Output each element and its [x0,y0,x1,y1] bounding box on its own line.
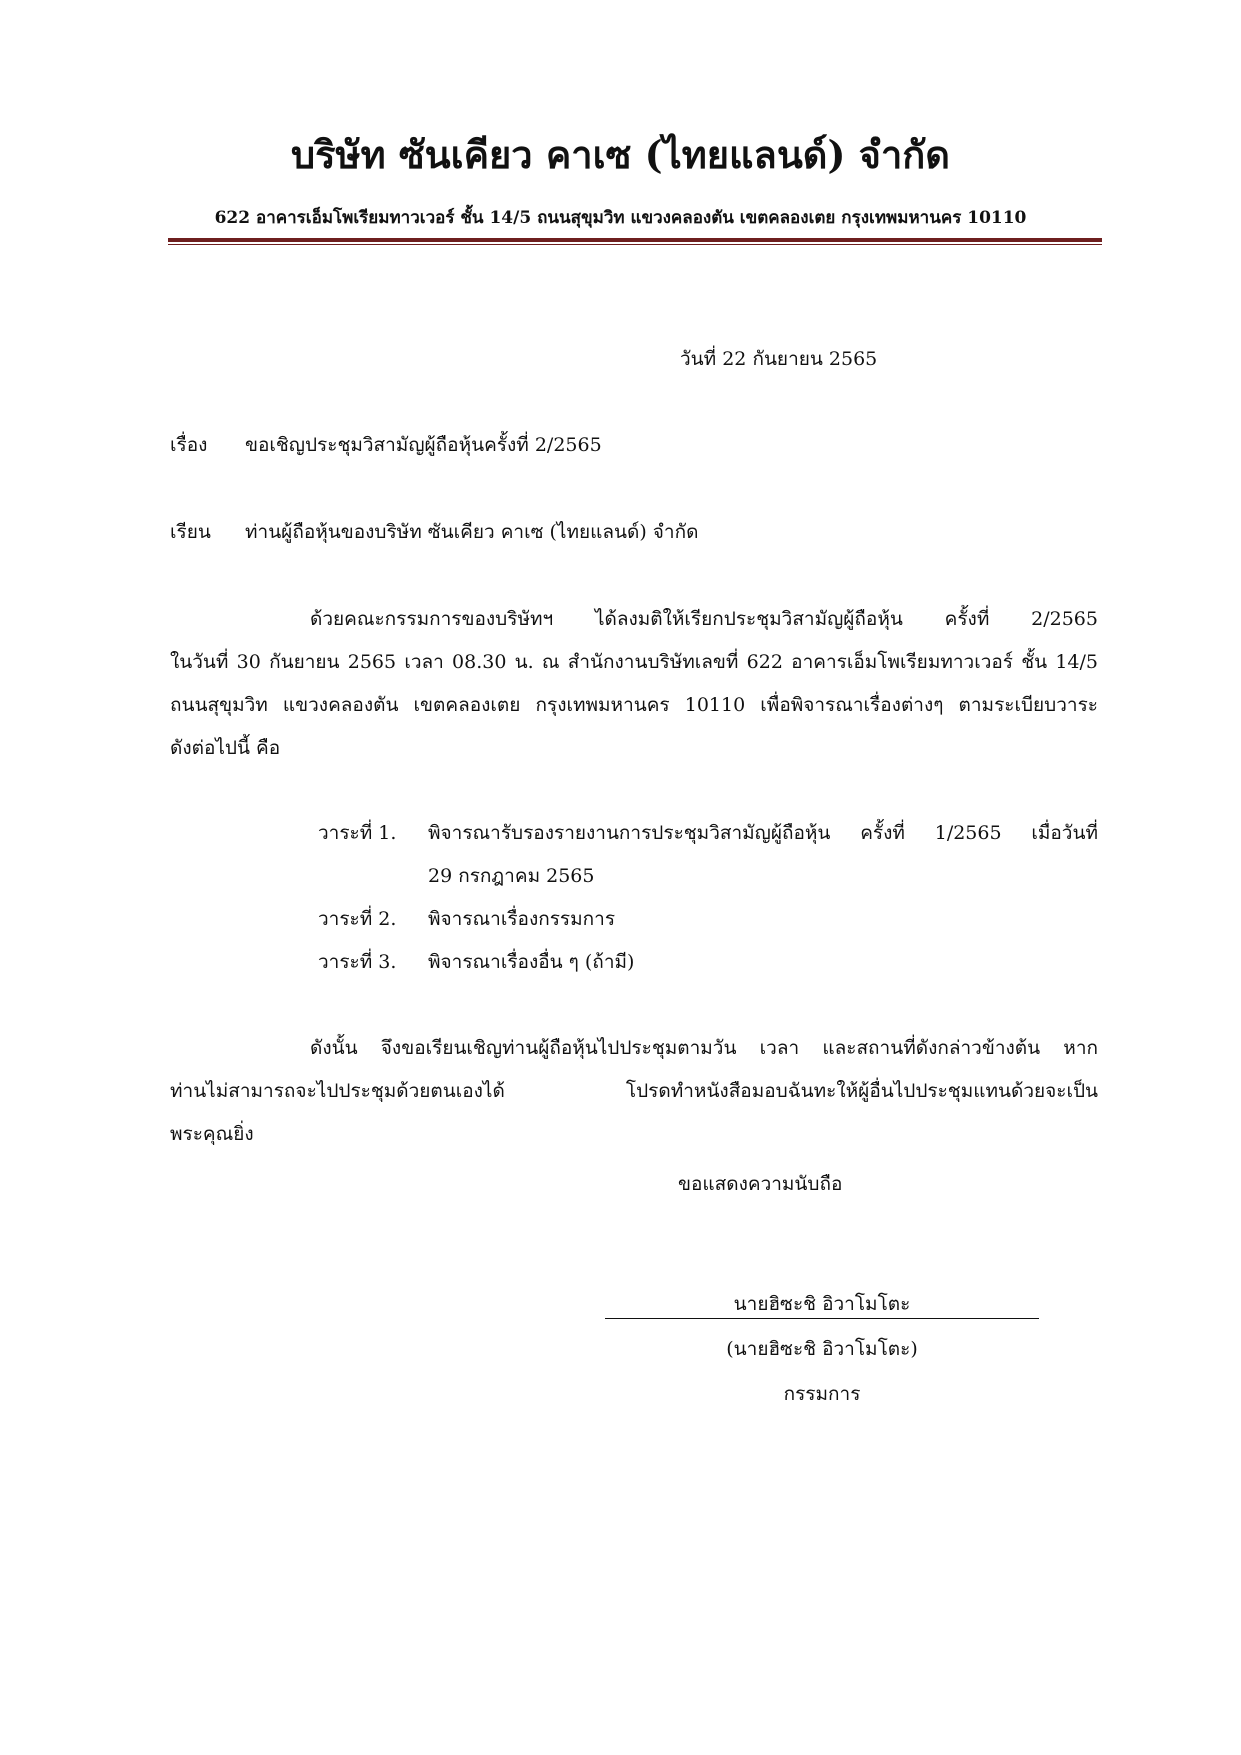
agenda-text: พิจารณาเรื่องกรรมการ [428,908,616,930]
recipient-text: ท่านผู้ถือหุ้นของบริษัท ซันเคียว คาเซ (ไทยแลนด์) จำกัด [245,521,699,543]
agenda-number: วาระที่ 2. [318,908,397,930]
company-address: 622 อาคารเอ็มโพเรียมทาวเวอร์ ชั้น 14/5 ถนนสุขุมวิท แขวงคลองตัน เขตคลองเตย กรุงเทพมหานคร 10110 [214,208,1027,228]
signature: นายฮิซะชิ อิวาโมโตะ [733,1293,911,1315]
intro-line: ดังต่อไปนี้ คือ [170,737,281,759]
agenda-item [318,898,1098,941]
company-name: บริษัท ซันเคียว คาเซ (ไทยแลนด์) จำกัด [291,132,950,177]
agenda-item [318,941,1098,984]
subject-row [170,431,602,459]
subject-text: ขอเชิญประชุมวิสามัญผู้ถือหุ้นครั้งที่ 2/2565 [245,434,602,456]
intro-line: ในวันที่ 30 กันยายน 2565 เวลา 08.30 น. ณ สำนักงานบริษัทเลขที่ 622 อาคารเอ็มโพเรียมทาวเวอร์ ชั้น 14/5 [170,651,1098,673]
signer-printed-name: (นายฮิซะชิ อิวาโมโตะ) [726,1338,918,1360]
letterhead-rule-thick [168,238,1102,242]
subject-label: เรื่อง [170,434,208,456]
intro-line: ด้วยคณะกรรมการของบริษัทฯ ได้ลงมติให้เรียกประชุมวิสามัญผู้ถือหุ้น ครั้งที่ 2/2565 [310,608,1098,630]
agenda-item [318,812,1098,898]
letterhead-rule-thin [168,244,1102,245]
sign-off: ขอแสดงความนับถือ [678,1173,843,1195]
signature-line [605,1318,1039,1319]
letter-date: วันที่ 22 กันยายน 2565 [680,348,878,370]
recipient-row [170,518,698,546]
recipient-label: เรียน [170,521,211,543]
intro-paragraph [170,598,1098,770]
agenda-text: พิจารณาเรื่องอื่น ๆ (ถ้ามี) [428,951,635,973]
closing-line: พระคุณยิ่ง [170,1123,254,1145]
agenda-text: พิจารณารับรองรายงานการประชุมวิสามัญผู้ถือหุ้น ครั้งที่ 1/2565 เมื่อวันที่ [428,822,1098,844]
signer-title: กรรมการ [783,1383,861,1405]
closing-paragraph [170,1027,1098,1156]
agenda-number: วาระที่ 3. [318,951,397,973]
closing-line: ท่านไม่สามารถจะไปประชุมด้วยตนเองได้ โปรดทำหนังสือมอบฉันทะให้ผู้อื่นไปประชุมแทนด้วยจะเป็น [170,1080,1098,1102]
agenda-text-continued: 29 กรกฎาคม 2565 [428,865,595,887]
intro-line: ถนนสุขุมวิท แขวงคลองตัน เขตคลองเตย กรุงเทพมหานคร 10110 เพื่อพิจารณาเรื่องต่างๆ ตามระเบียบวาระ [170,694,1098,716]
agenda-number: วาระที่ 1. [318,822,397,844]
closing-line: ดังนั้น จึงขอเรียนเชิญท่านผู้ถือหุ้นไปประชุมตามวัน เวลา และสถานที่ดังกล่าวข้างต้น หาก [310,1037,1098,1059]
